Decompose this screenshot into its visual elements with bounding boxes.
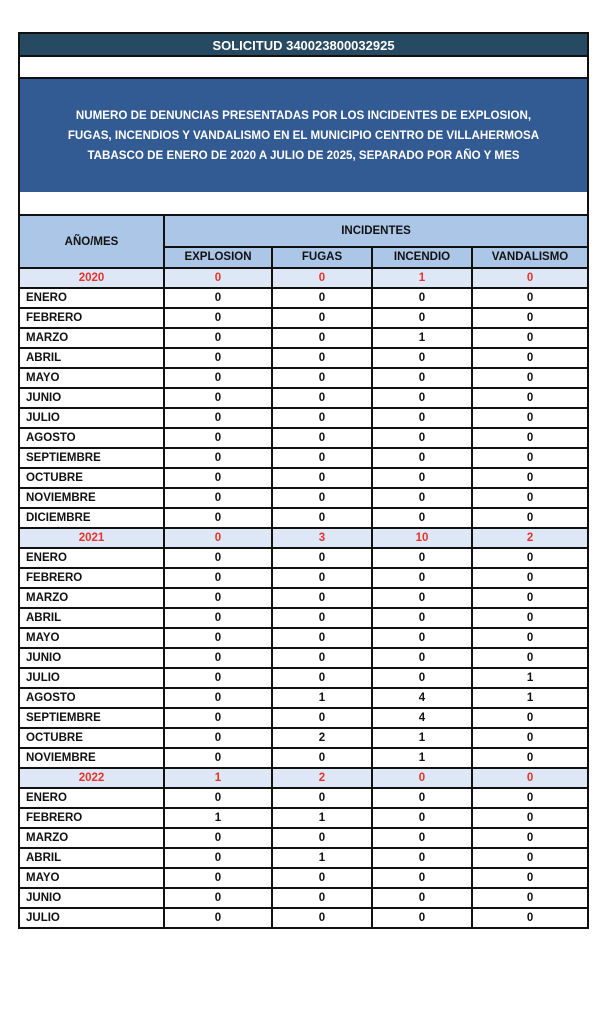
value-cell: 0 [164,728,272,748]
month-row [20,628,587,648]
value-cell: 0 [272,708,372,728]
value-cell: 0 [272,448,372,468]
year-total-cell: 0 [472,268,587,288]
month-label: JULIO [20,408,164,428]
value-cell: 0 [372,468,472,488]
month-row [20,748,587,768]
value-cell: 0 [472,848,587,868]
value-cell: 0 [164,368,272,388]
value-cell: 0 [472,888,587,908]
month-label: MAYO [20,628,164,648]
table-body [20,268,587,927]
month-label: SEPTIEMBRE [20,448,164,468]
year-total-row [20,268,587,288]
value-cell: 0 [372,848,472,868]
value-cell: 0 [164,708,272,728]
value-cell: 0 [164,648,272,668]
value-cell: 0 [272,308,372,328]
value-cell: 0 [372,908,472,927]
month-label: MARZO [20,588,164,608]
value-cell: 0 [472,388,587,408]
blank-row [20,192,587,216]
value-cell: 0 [164,308,272,328]
month-row [20,448,587,468]
value-cell: 2 [272,728,372,748]
description-line: TABASCO DE ENERO DE 2020 A JULIO DE 2025, SEPARADO POR AÑO Y MES [87,148,520,162]
value-cell: 0 [372,868,472,888]
month-label: JULIO [20,668,164,688]
value-cell: 0 [164,488,272,508]
month-row [20,908,587,927]
month-label: JUNIO [20,648,164,668]
request-title: SOLICITUD 340023800032925 [20,34,587,57]
month-label: MAYO [20,868,164,888]
month-row [20,828,587,848]
value-cell: 4 [372,688,472,708]
month-label: ABRIL [20,608,164,628]
value-cell: 0 [164,448,272,468]
month-label: DICIEMBRE [20,508,164,528]
year-total-cell: 0 [164,268,272,288]
value-cell: 0 [472,708,587,728]
month-label: NOVIEMBRE [20,748,164,768]
month-row [20,468,587,488]
value-cell: 1 [472,668,587,688]
value-cell: 0 [164,888,272,908]
value-cell: 0 [272,568,372,588]
value-cell: 0 [472,828,587,848]
value-cell: 1 [164,808,272,828]
year-total-row [20,768,587,788]
month-row [20,308,587,328]
month-label: MARZO [20,328,164,348]
month-row [20,848,587,868]
month-row [20,868,587,888]
month-row [20,428,587,448]
value-cell: 0 [272,428,372,448]
column-header-incendio: INCENDIO [372,247,472,268]
month-label: MAYO [20,368,164,388]
value-cell: 0 [372,408,472,428]
value-cell: 0 [472,308,587,328]
value-cell: 0 [164,328,272,348]
year-label: 2022 [20,768,164,788]
value-cell: 0 [372,608,472,628]
year-total-cell: 0 [164,528,272,548]
month-row [20,568,587,588]
year-total-cell: 2 [472,528,587,548]
month-row [20,668,587,688]
value-cell: 0 [372,648,472,668]
month-label: NOVIEMBRE [20,488,164,508]
blank-row [20,57,587,79]
month-row [20,708,587,728]
month-label: ENERO [20,288,164,308]
value-cell: 1 [272,808,372,828]
month-row [20,648,587,668]
value-cell: 0 [472,408,587,428]
month-row [20,488,587,508]
month-label: ENERO [20,788,164,808]
month-label: JULIO [20,908,164,927]
value-cell: 1 [272,848,372,868]
month-label: AGOSTO [20,428,164,448]
value-cell: 0 [372,788,472,808]
value-cell: 0 [272,628,372,648]
value-cell: 0 [272,748,372,768]
month-row [20,588,587,608]
value-cell: 0 [372,428,472,448]
value-cell: 0 [372,388,472,408]
value-cell: 0 [164,788,272,808]
month-label: FEBRERO [20,808,164,828]
value-cell: 0 [272,488,372,508]
month-label: MARZO [20,828,164,848]
value-cell: 0 [164,748,272,768]
value-cell: 1 [372,328,472,348]
value-cell: 0 [472,568,587,588]
value-cell: 1 [472,688,587,708]
month-row [20,608,587,628]
value-cell: 0 [472,488,587,508]
month-row [20,328,587,348]
month-label: OCTUBRE [20,468,164,488]
month-label: ENERO [20,548,164,568]
value-cell: 0 [272,828,372,848]
value-cell: 0 [472,908,587,927]
value-cell: 0 [472,348,587,368]
month-row [20,688,587,708]
year-total-cell: 1 [164,768,272,788]
value-cell: 0 [164,868,272,888]
value-cell: 0 [372,828,472,848]
value-cell: 0 [472,628,587,648]
year-total-cell: 0 [472,768,587,788]
value-cell: 0 [372,448,472,468]
month-row [20,548,587,568]
value-cell: 0 [272,648,372,668]
value-cell: 0 [164,608,272,628]
value-cell: 0 [372,808,472,828]
description-line: NUMERO DE DENUNCIAS PRESENTADAS POR LOS INCIDENTES DE EXPLOSION, [75,108,532,122]
year-total-cell: 10 [372,528,472,548]
year-label: 2020 [20,268,164,288]
value-cell: 0 [164,348,272,368]
year-total-cell: 2 [272,768,372,788]
month-label: ABRIL [20,848,164,868]
value-cell: 0 [372,368,472,388]
column-header-explosion: EXPLOSION [164,247,272,268]
month-row [20,408,587,428]
month-row [20,368,587,388]
value-cell: 0 [164,408,272,428]
year-total-row [20,528,587,548]
value-cell: 1 [372,728,472,748]
value-cell: 0 [372,308,472,328]
value-cell: 0 [164,668,272,688]
column-header-vandalismo: VANDALISMO [472,247,587,268]
value-cell: 0 [472,588,587,608]
value-cell: 0 [372,588,472,608]
month-row [20,348,587,368]
incidents-table [20,216,587,927]
value-cell: 0 [272,548,372,568]
value-cell: 0 [372,568,472,588]
value-cell: 4 [372,708,472,728]
month-row [20,388,587,408]
value-cell: 0 [164,588,272,608]
value-cell: 0 [372,488,472,508]
month-label: FEBRERO [20,568,164,588]
value-cell: 0 [472,728,587,748]
value-cell: 0 [472,608,587,628]
month-label: OCTUBRE [20,728,164,748]
value-cell: 0 [164,388,272,408]
value-cell: 0 [472,368,587,388]
value-cell: 0 [272,288,372,308]
value-cell: 0 [272,668,372,688]
month-label: JUNIO [20,388,164,408]
value-cell: 0 [472,748,587,768]
year-total-cell: 0 [272,268,372,288]
month-row [20,288,587,308]
value-cell: 0 [164,568,272,588]
month-row [20,508,587,528]
month-label: ABRIL [20,348,164,368]
value-cell: 0 [272,368,372,388]
value-cell: 0 [272,608,372,628]
month-label: FEBRERO [20,308,164,328]
value-cell: 0 [472,468,587,488]
description-line: FUGAS, INCENDIOS Y VANDALISMO EN EL MUNICIPIO CENTRO DE VILLAHERMOSA [67,128,540,142]
value-cell: 0 [272,328,372,348]
value-cell: 0 [164,468,272,488]
month-row [20,788,587,808]
spreadsheet-table [18,32,589,929]
value-cell: 0 [472,428,587,448]
value-cell: 0 [164,848,272,868]
month-row [20,808,587,828]
value-cell: 0 [164,828,272,848]
value-cell: 0 [164,628,272,648]
incidents-group-header: INCIDENTES [164,216,587,247]
month-row [20,888,587,908]
month-label: JUNIO [20,888,164,908]
year-total-cell: 0 [372,768,472,788]
value-cell: 0 [372,288,472,308]
value-cell: 1 [272,688,372,708]
value-cell: 1 [372,748,472,768]
value-cell: 0 [164,288,272,308]
year-total-cell: 3 [272,528,372,548]
value-cell: 0 [272,348,372,368]
year-label: 2021 [20,528,164,548]
value-cell: 0 [372,668,472,688]
value-cell: 0 [372,508,472,528]
value-cell: 0 [472,548,587,568]
value-cell: 0 [472,508,587,528]
value-cell: 0 [272,908,372,927]
value-cell: 0 [472,788,587,808]
value-cell: 0 [164,908,272,927]
value-cell: 0 [164,688,272,708]
value-cell: 0 [372,888,472,908]
report-description [20,79,587,192]
period-header: AÑO/MES [20,216,164,268]
value-cell: 0 [472,648,587,668]
year-total-cell: 1 [372,268,472,288]
value-cell: 0 [164,548,272,568]
value-cell: 0 [472,808,587,828]
month-label: SEPTIEMBRE [20,708,164,728]
value-cell: 0 [272,508,372,528]
value-cell: 0 [472,448,587,468]
value-cell: 0 [272,408,372,428]
value-cell: 0 [472,868,587,888]
value-cell: 0 [272,388,372,408]
value-cell: 0 [472,288,587,308]
value-cell: 0 [372,348,472,368]
month-label: AGOSTO [20,688,164,708]
value-cell: 0 [272,888,372,908]
value-cell: 0 [372,628,472,648]
value-cell: 0 [272,868,372,888]
month-row [20,728,587,748]
value-cell: 0 [164,508,272,528]
value-cell: 0 [272,468,372,488]
value-cell: 0 [272,588,372,608]
value-cell: 0 [272,788,372,808]
value-cell: 0 [164,428,272,448]
column-header-fugas: FUGAS [272,247,372,268]
value-cell: 0 [372,548,472,568]
value-cell: 0 [472,328,587,348]
